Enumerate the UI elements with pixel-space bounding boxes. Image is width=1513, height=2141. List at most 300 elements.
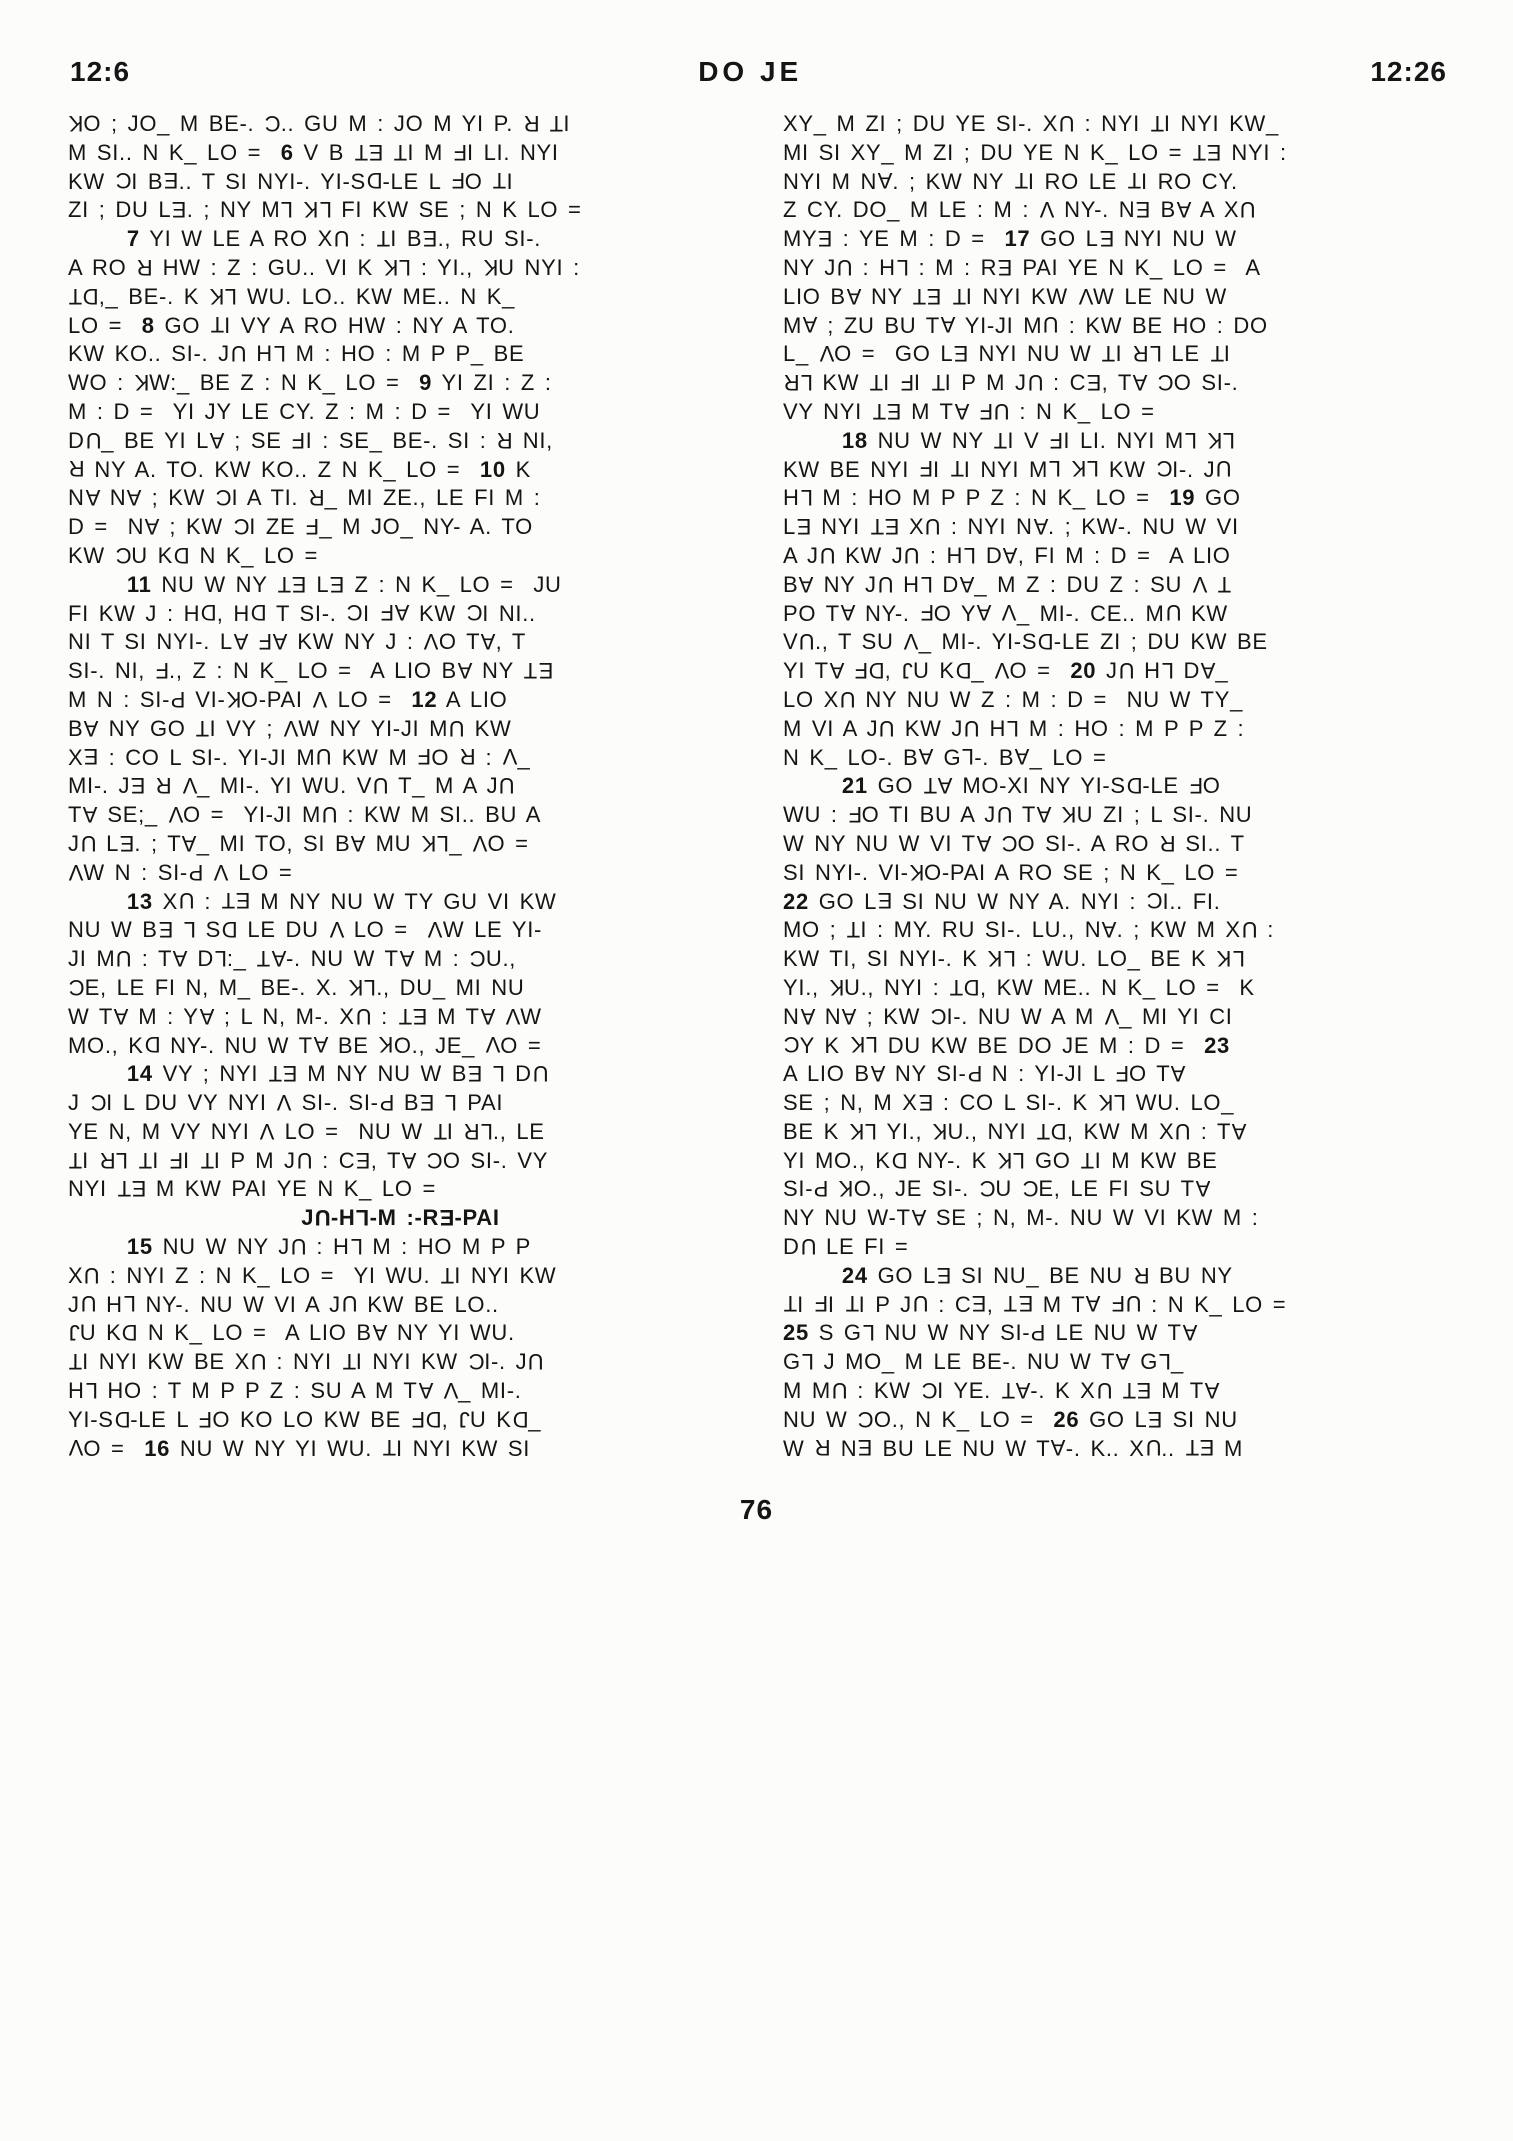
turned-letter: D bbox=[220, 916, 238, 942]
turned-letter: L bbox=[799, 369, 813, 395]
turned-letter: A bbox=[1194, 1176, 1211, 1202]
turned-letter: P bbox=[966, 1060, 982, 1086]
turned-letter: E bbox=[1135, 197, 1151, 222]
turned-letter: A bbox=[272, 628, 288, 654]
turned-letter: L bbox=[182, 916, 196, 942]
text-line: A LIO BA NY SI-P N : YI-JI L FO TA bbox=[783, 1060, 1448, 1089]
turned-letter: D bbox=[121, 1320, 139, 1346]
turned-letter: R bbox=[814, 1435, 831, 1461]
turned-letter: V bbox=[1191, 571, 1208, 597]
text-line: SI NYI-. VI-KO-PAI A RO SE ; N K_ LO = bbox=[783, 859, 1448, 888]
turned-letter: U bbox=[498, 772, 515, 798]
turned-letter: T bbox=[1217, 571, 1232, 597]
turned-letter: T bbox=[1036, 1118, 1051, 1144]
turned-letter: U bbox=[963, 715, 980, 741]
turned-letter: C bbox=[426, 1147, 443, 1173]
turned-letter: C bbox=[264, 110, 281, 136]
turned-letter: U bbox=[79, 1291, 97, 1317]
turned-letter: D bbox=[143, 1032, 161, 1058]
turned-letter: A bbox=[479, 1003, 496, 1029]
turned-letter: V bbox=[1001, 600, 1017, 626]
text-line: 15 NU W NY JU : HL M : HO M P P bbox=[68, 1233, 733, 1262]
text-line: TI RL TI FI TI P M JU : CE, TA CO SI-. VY bbox=[68, 1147, 733, 1176]
turned-letter: T bbox=[1192, 139, 1207, 165]
text-line: 18 NU W NY TI V FI LI. NYI ML KL bbox=[783, 427, 1448, 456]
turned-letter: D bbox=[890, 1147, 908, 1173]
turned-letter: R bbox=[522, 110, 540, 136]
turned-letter: A bbox=[1200, 657, 1216, 683]
turned-letter: T bbox=[220, 888, 236, 914]
turned-letter: U bbox=[531, 1060, 549, 1086]
turned-letter: K bbox=[382, 254, 399, 280]
text-line: TI NYI KW BE XU : NYI TI NYI KW CI-. JU bbox=[68, 1348, 733, 1377]
verse-number: 13 bbox=[126, 888, 153, 914]
turned-letter: R bbox=[496, 427, 513, 453]
turned-letter: R bbox=[463, 1118, 480, 1144]
turned-letter: L bbox=[84, 1377, 98, 1403]
turned-letter: T bbox=[440, 1262, 455, 1288]
turned-letter: E bbox=[935, 1262, 952, 1288]
turned-letter: T bbox=[523, 657, 538, 683]
text-line: XY_ M ZI ; DU YE SI-. XU : NYI TI NYI KW_ bbox=[783, 110, 1448, 139]
turned-letter: R bbox=[98, 1147, 116, 1173]
text-line: NA NA ; KW CI A TI. R_ MI ZE., LE FI M : bbox=[68, 484, 733, 513]
turned-letter: T bbox=[393, 139, 408, 165]
column-left bbox=[68, 110, 733, 1463]
turned-letter: U bbox=[84, 427, 102, 453]
text-columns bbox=[68, 110, 1448, 1463]
turned-letter: F bbox=[1110, 1291, 1125, 1317]
verse-number: 21 bbox=[841, 773, 868, 799]
turned-letter: L bbox=[1006, 715, 1020, 741]
turned-letter: U bbox=[924, 513, 942, 539]
turned-letter: P bbox=[378, 1089, 395, 1115]
turned-letter: T bbox=[1121, 1377, 1137, 1403]
text-line: LO XU NY NU W Z : M : D = NU W TY_ bbox=[783, 686, 1448, 715]
turned-letter: L bbox=[864, 1032, 878, 1058]
turned-letter: A bbox=[1002, 542, 1018, 568]
turned-letter: U bbox=[315, 744, 332, 770]
text-line: SI-. NI, F., Z : N K_ LO = A LIO BA NY TE bbox=[68, 657, 733, 686]
turned-letter: T bbox=[68, 283, 83, 309]
turned-letter: A bbox=[232, 628, 249, 654]
turned-letter: A bbox=[401, 1147, 417, 1173]
turned-letter: L bbox=[436, 830, 450, 856]
turned-letter: T bbox=[341, 1348, 356, 1374]
turned-letter: T bbox=[912, 283, 927, 309]
turned-letter: V bbox=[484, 1032, 501, 1058]
text-line: BE K KL YI., KU., NYI TD, KW M XU : TA bbox=[783, 1118, 1448, 1147]
turned-letter: A bbox=[350, 830, 366, 856]
turned-letter: R bbox=[783, 369, 800, 395]
turned-letter: U bbox=[333, 225, 350, 251]
turned-letter: C bbox=[1155, 456, 1173, 482]
turned-letter: C bbox=[346, 600, 363, 626]
text-line: LIO BA NY TE TI NYI KW VW LE NU W bbox=[783, 283, 1448, 312]
turned-letter: T bbox=[1013, 168, 1028, 194]
turned-letter: R bbox=[1132, 1262, 1150, 1288]
turned-letter: U bbox=[289, 1233, 307, 1259]
turned-letter: F bbox=[450, 168, 465, 194]
turned-letter: U bbox=[249, 1348, 267, 1374]
turned-letter: A bbox=[456, 657, 473, 683]
turned-letter: U bbox=[1174, 1118, 1191, 1144]
text-line: D = NA ; KW CI ZE F_ M JO_ NY- A. TO bbox=[68, 513, 733, 542]
turned-letter: K bbox=[849, 1032, 865, 1058]
turned-letter: E bbox=[163, 168, 179, 194]
text-line: NY NU W-TA SE ; N, M-. NU W VI KW M : bbox=[783, 1204, 1448, 1233]
turned-letter: U bbox=[372, 772, 389, 798]
verse-number: 12 bbox=[411, 686, 438, 712]
turned-letter: K bbox=[848, 1118, 865, 1144]
turned-letter: U bbox=[993, 398, 1010, 424]
turned-letter: A bbox=[83, 715, 99, 741]
text-line: NYI M NA. ; KW NY TI RO LE TI RO CY. bbox=[783, 168, 1448, 197]
text-line: YI., KU., NYI : TD, KW ME.. N K_ LO = K bbox=[783, 974, 1448, 1003]
turned-letter: U bbox=[115, 945, 132, 971]
text-line: M : D = YI JY LE CY. Z : M : D = YI WU bbox=[68, 398, 541, 424]
turned-letter: A bbox=[312, 1032, 329, 1058]
turned-letter: F bbox=[452, 139, 467, 165]
turned-letter: F bbox=[257, 628, 273, 654]
turned-letter: U bbox=[354, 1003, 372, 1029]
turned-letter: L bbox=[272, 340, 286, 366]
text-line: M SI.. N K_ LO = 6 V B TE TI M FI LI. NYI bbox=[68, 139, 733, 168]
verse-number: 23 bbox=[1204, 1032, 1230, 1058]
turned-letter: L bbox=[1183, 427, 1197, 453]
turned-letter: A bbox=[975, 830, 992, 856]
turned-letter: L bbox=[800, 1348, 814, 1374]
turned-letter: F bbox=[1049, 427, 1064, 453]
turned-letter: K bbox=[1097, 1089, 1113, 1115]
text-line: MO ; TI : MY. RU SI-. LU., NA. ; KW M XU : bbox=[783, 916, 1448, 945]
turned-letter: F bbox=[1188, 772, 1203, 798]
text-line: 24 GO LE SI NU_ BE NU R BU NY bbox=[783, 1262, 1448, 1291]
turned-letter: E bbox=[171, 197, 187, 222]
page-number: 76 bbox=[739, 1494, 774, 1525]
turned-letter: V bbox=[328, 916, 344, 942]
turned-letter: L bbox=[1002, 945, 1016, 971]
text-line: KW TI, SI NYI-. K KL : WU. LO_ BE K KL bbox=[783, 945, 1448, 974]
turned-letter: A bbox=[172, 945, 188, 971]
turned-letter: K bbox=[421, 830, 437, 856]
text-line: PO TA NY-. FO YA V_ MI-. CE.. MU KW bbox=[783, 600, 1448, 629]
turned-letter: C bbox=[920, 1377, 938, 1403]
turned-letter: F bbox=[154, 657, 170, 683]
text-line: VW N : SI-P V LO = bbox=[68, 859, 733, 888]
turned-letter: E bbox=[282, 1060, 298, 1086]
verse-number: 17 bbox=[1004, 226, 1031, 252]
turned-letter: T bbox=[993, 427, 1008, 453]
turned-letter: K bbox=[1206, 427, 1223, 453]
text-line: R NY A. TO. KW KO.. Z N K_ LO = 10 K bbox=[68, 456, 733, 485]
turned-letter: A bbox=[1115, 1348, 1131, 1374]
turned-letter: U bbox=[1095, 1377, 1113, 1403]
text-line: M MU : KW CI YE. TA-. K XU TE M TA bbox=[783, 1377, 1448, 1406]
turned-letter: T bbox=[1209, 340, 1224, 366]
turned-letter: E bbox=[119, 830, 135, 856]
turned-letter: L bbox=[224, 283, 238, 309]
turned-letter: C bbox=[1157, 369, 1174, 395]
text-line: TD,_ BE-. K KL WU. LO.. KW ME.. N K_ bbox=[68, 283, 733, 312]
turned-letter: V bbox=[259, 1118, 275, 1144]
text-line: CE, LE FI N, M_ BE-. X. KL., DU_ MI NU bbox=[68, 974, 733, 1003]
turned-letter: F bbox=[853, 657, 869, 683]
turned-letter: D bbox=[868, 657, 885, 683]
turned-letter: E bbox=[368, 139, 384, 165]
turned-letter: C bbox=[1145, 888, 1163, 914]
turned-letter: C bbox=[232, 513, 250, 539]
turned-letter: V bbox=[423, 628, 439, 654]
turned-letter: L bbox=[963, 542, 977, 568]
text-line: KW CI BE.. T SI NYI-. YI-SD-LE L FO TI bbox=[68, 168, 733, 197]
text-line: M N : SI-P VI-KO-PAI V LO = 12 A LIO bbox=[68, 686, 733, 715]
turned-letter: V bbox=[213, 859, 229, 885]
turned-letter: T bbox=[116, 1176, 131, 1202]
turned-letter: T bbox=[68, 1348, 83, 1374]
turned-letter: K bbox=[303, 197, 319, 222]
turned-letter: D bbox=[82, 283, 99, 309]
turned-letter: E bbox=[467, 1060, 483, 1086]
turned-letter: K bbox=[838, 1176, 854, 1202]
turned-letter: U bbox=[903, 542, 921, 568]
turned-letter: K bbox=[996, 1147, 1013, 1173]
turned-letter: A bbox=[798, 571, 814, 597]
text-line: ZI ; DU LE. ; NY ML KL FI KW SE ; N K LO = bbox=[68, 196, 733, 225]
text-line: KW KO.. SI-. JU HL M : HO : M P P_ BE bbox=[68, 340, 733, 369]
turned-letter: A bbox=[398, 945, 414, 971]
text-line: SI-P KO., JE SI-. CU CE, LE FI SU TA bbox=[783, 1175, 1448, 1204]
text-line: XU : NYI Z : N K_ LO = YI WU. TI NYI KW bbox=[68, 1262, 733, 1291]
turned-letter: E bbox=[83, 744, 99, 770]
text-line: J CI L DU VY NYI V SI-. SI-P BE L PAI bbox=[68, 1089, 733, 1118]
turned-letter: K bbox=[482, 254, 499, 280]
turned-letter: L bbox=[349, 1233, 363, 1259]
text-line: JU KD N K_ LO = A LIO BA NY YI WU. bbox=[68, 1319, 733, 1348]
turned-letter: U bbox=[314, 1204, 331, 1230]
text-line: YE N, M VY NYI V LO = NU W TI RL., LE bbox=[68, 1118, 733, 1147]
turned-letter: U bbox=[838, 686, 856, 712]
turned-letter: C bbox=[465, 600, 483, 626]
turned-letter: K bbox=[225, 686, 241, 712]
turned-letter: L bbox=[444, 1089, 458, 1115]
turned-letter: A bbox=[82, 801, 98, 827]
turned-letter: T bbox=[381, 1435, 396, 1461]
turned-letter: L bbox=[280, 197, 294, 222]
text-line: YI TA FD, JU KD_ VO = 20 JU HL DA_ bbox=[783, 657, 1448, 686]
text-line: A RO R HW : Z : GU.. VI K KL : YI., KU NYI : bbox=[68, 254, 733, 283]
turned-letter: E bbox=[1086, 369, 1102, 395]
turned-letter: K bbox=[347, 974, 364, 1000]
turned-letter: C bbox=[467, 1348, 485, 1374]
turned-letter: J bbox=[458, 1406, 470, 1432]
turned-letter: E bbox=[857, 1435, 873, 1461]
verse-number: 16 bbox=[144, 1435, 171, 1461]
turned-letter: A bbox=[270, 945, 286, 971]
turned-letter: D bbox=[200, 600, 217, 626]
turned-letter: E bbox=[291, 571, 307, 597]
turned-letter: E bbox=[235, 888, 251, 914]
turned-letter: L bbox=[861, 1320, 875, 1346]
turned-letter: E bbox=[877, 888, 893, 914]
turned-letter: V bbox=[994, 657, 1010, 683]
turned-letter: L bbox=[799, 484, 813, 510]
turned-letter: A bbox=[181, 830, 197, 856]
turned-letter: T bbox=[397, 1003, 412, 1029]
turned-letter: A bbox=[953, 398, 970, 424]
turned-letter: D bbox=[963, 974, 980, 1000]
turned-letter: T bbox=[930, 369, 945, 395]
turned-letter: U bbox=[83, 1262, 100, 1288]
text-line: HL M : HO M P P Z : N K_ LO = 19 GO bbox=[783, 484, 1448, 513]
text-line: MI-. JE R V_ MI-. YI WU. VU T_ M A JU bbox=[68, 772, 733, 801]
turned-letter: T bbox=[1000, 1377, 1015, 1403]
text-line: 14 VY ; NYI TE M NY NU W BE L DU bbox=[68, 1060, 733, 1089]
turned-letter: A bbox=[1032, 513, 1049, 539]
turned-letter: E bbox=[1017, 1291, 1033, 1317]
verse-number: 25 bbox=[783, 1320, 809, 1346]
turned-letter: T bbox=[871, 398, 886, 424]
turned-letter: C bbox=[857, 1406, 874, 1432]
text-line: W TA M : YA ; L N, M-. XU : TE M TA VW bbox=[68, 1003, 733, 1032]
turned-letter: F bbox=[410, 1406, 425, 1432]
turned-letter: T bbox=[1126, 168, 1141, 194]
turned-letter: T bbox=[783, 1291, 798, 1317]
verse-number: 24 bbox=[841, 1262, 868, 1288]
verse-number: 8 bbox=[141, 312, 155, 338]
turned-letter: T bbox=[1101, 340, 1116, 366]
turned-letter: D bbox=[511, 1406, 529, 1432]
turned-letter: P bbox=[170, 686, 186, 712]
turned-letter: C bbox=[783, 1032, 800, 1058]
turned-letter: A bbox=[918, 744, 934, 770]
turned-letter: A bbox=[113, 1003, 129, 1029]
verse-number: 14 bbox=[126, 1061, 153, 1087]
text-line: MYE : YE M : D = 17 GO LE NYI NU W bbox=[783, 225, 1448, 254]
text-line: TA SE;_ VO = YI-JI MU : KW M SI.. BU A bbox=[68, 801, 733, 830]
turned-letter: D bbox=[1125, 772, 1143, 798]
text-line: BA NY GO TI VY ; VW NY YI-JI MU KW bbox=[68, 715, 733, 744]
turned-letter: A bbox=[1132, 369, 1148, 395]
text-line: VY NYI TE M TA FU : N K_ LO = bbox=[783, 398, 1448, 427]
turned-letter: A bbox=[959, 571, 975, 597]
chapter-verse-ref-right: 12:26 bbox=[1370, 56, 1447, 87]
turned-letter: L bbox=[1231, 945, 1245, 971]
text-line: W R NE BU LE NU W TA-. K.. XU.. TE M bbox=[783, 1435, 1448, 1464]
text-line: W NY NU W VI TA CO SI-. A RO R SI.. T bbox=[783, 830, 1448, 859]
turned-letter: E bbox=[926, 283, 942, 309]
turned-letter: V bbox=[1103, 1003, 1120, 1029]
turned-letter: U bbox=[79, 830, 97, 856]
turned-letter: T bbox=[209, 312, 225, 338]
turned-letter: A bbox=[1085, 1291, 1101, 1317]
text-line: M VI A JU KW JU HL M : HO : M P P Z : bbox=[783, 715, 1448, 744]
turned-letter: F bbox=[918, 456, 933, 482]
turned-letter: U bbox=[836, 254, 853, 280]
turned-letter: E bbox=[130, 1176, 147, 1202]
turned-letter: U bbox=[1239, 197, 1256, 222]
turned-letter: F bbox=[899, 369, 914, 395]
turned-letter: F bbox=[1114, 1060, 1129, 1086]
turned-letter: U bbox=[798, 628, 815, 654]
page-footer bbox=[0, 1494, 1513, 1526]
text-line: 7 YI W LE A RO XU : TI BE., RU SI-. bbox=[68, 225, 733, 254]
turned-letter: C bbox=[68, 974, 85, 1000]
text-line: GL J MO_ M LE BE-. NU W TA GL_ bbox=[783, 1348, 1448, 1377]
turned-letter: U bbox=[799, 1233, 817, 1259]
turned-letter: V bbox=[282, 715, 299, 741]
turned-letter: J bbox=[901, 657, 913, 683]
turned-letter: A bbox=[417, 1377, 433, 1403]
verse-number: 15 bbox=[126, 1234, 153, 1260]
turned-letter: V bbox=[276, 1089, 292, 1115]
turned-letter: F bbox=[291, 427, 306, 453]
chapter-verse-ref-left: 12:6 bbox=[70, 56, 131, 87]
turned-letter: E bbox=[537, 657, 553, 683]
turned-letter: E bbox=[917, 1089, 933, 1115]
text-line: 21 GO TA MO-XI NY YI-SD-LE FO bbox=[783, 772, 1448, 801]
turned-letter: E bbox=[1147, 1406, 1163, 1432]
verse-number: 10 bbox=[479, 456, 506, 482]
turned-letter: F bbox=[305, 513, 320, 539]
turned-letter: U bbox=[878, 715, 895, 741]
turned-letter: E bbox=[355, 1147, 371, 1173]
turned-letter: L bbox=[115, 1147, 129, 1173]
text-line: NA NA ; KW CI-. NU W A M V_ MI YI CI bbox=[783, 1003, 1448, 1032]
turned-letter: L bbox=[1012, 1147, 1026, 1173]
turned-letter: U bbox=[1240, 916, 1258, 942]
turned-letter: F bbox=[198, 1406, 213, 1432]
turned-letter: F bbox=[379, 600, 394, 626]
text-line: MA ; ZU BU TA YI-JI MU : KW BE HO : DO bbox=[783, 312, 1448, 341]
turned-letter: U bbox=[1042, 312, 1059, 338]
turned-letter: V bbox=[181, 772, 198, 798]
turned-letter: K bbox=[133, 369, 150, 395]
page-header bbox=[70, 56, 1447, 88]
turned-letter: R bbox=[155, 772, 172, 798]
turned-letter: T bbox=[199, 1147, 214, 1173]
turned-letter: T bbox=[68, 1147, 83, 1173]
turned-letter: L bbox=[1160, 657, 1174, 683]
turned-letter: T bbox=[844, 1291, 859, 1317]
text-line: 22 GO LE SI NU W NY A. NYI : CI.. FI. bbox=[783, 888, 1448, 917]
verse-number: 20 bbox=[1070, 658, 1097, 684]
turned-letter: T bbox=[195, 715, 210, 741]
turned-letter: R bbox=[1132, 340, 1149, 366]
turned-letter: V bbox=[1038, 197, 1055, 222]
text-line: 13 XU : TE M NY NU W TY GU VI KW bbox=[68, 888, 733, 917]
text-line: MI SI XY_ M ZI ; DU YE N K_ LO = TE NYI : bbox=[783, 139, 1448, 168]
turned-letter: L bbox=[479, 1118, 493, 1144]
turned-letter: K bbox=[987, 945, 1003, 971]
turned-letter: A bbox=[144, 513, 160, 539]
turned-letter: A bbox=[1181, 1320, 1198, 1346]
turned-letter: E bbox=[1136, 1377, 1152, 1403]
turned-letter: T bbox=[951, 283, 966, 309]
turned-letter: E bbox=[411, 1003, 428, 1029]
turned-letter: V bbox=[903, 628, 919, 654]
turned-letter: P bbox=[1030, 1320, 1046, 1346]
text-line: NU W BE L SD LE DU V LO = VW LE YI- bbox=[68, 916, 733, 945]
turned-letter: L bbox=[318, 197, 332, 222]
turned-letter: T bbox=[492, 168, 507, 194]
turned-letter: T bbox=[549, 110, 564, 136]
turned-letter: A bbox=[198, 1003, 215, 1029]
turned-letter: L bbox=[1148, 340, 1162, 366]
turned-letter: U bbox=[229, 340, 247, 366]
text-line: BA NY JU HL DA_ M Z : DU Z : SU V T bbox=[783, 571, 1448, 600]
turned-letter: F bbox=[919, 600, 934, 626]
